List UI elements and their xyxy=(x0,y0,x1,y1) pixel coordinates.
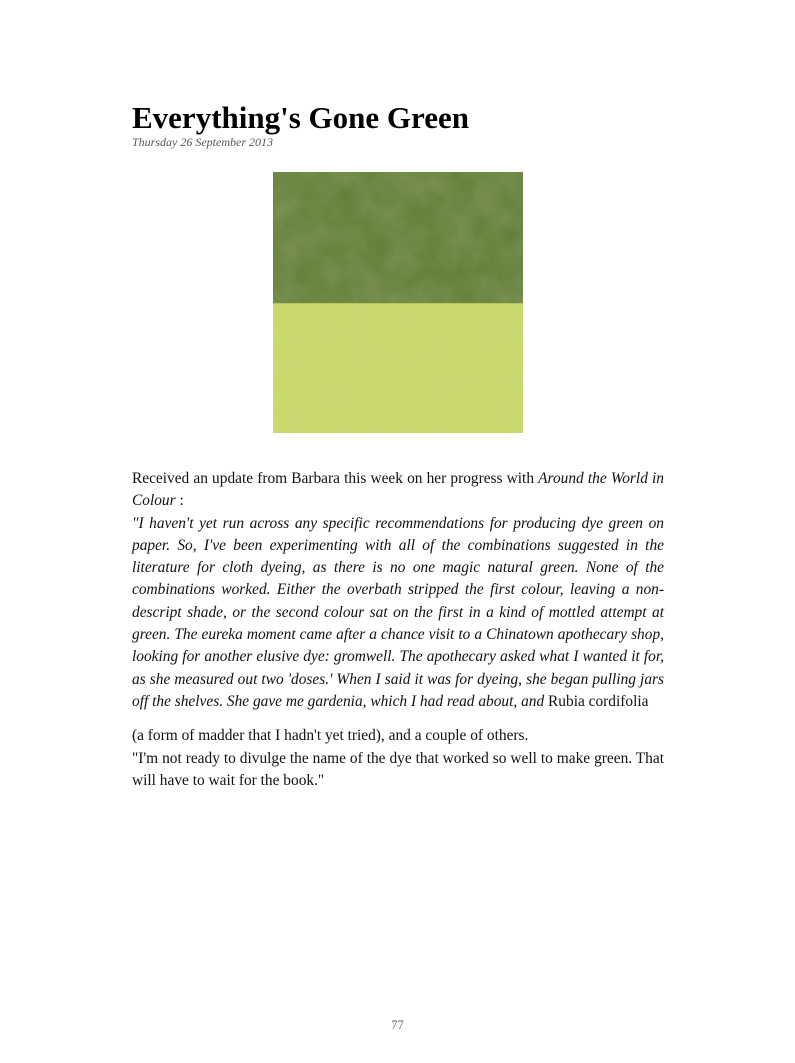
intro-end: : xyxy=(175,492,184,510)
book-title: Around the World in Colour xyxy=(132,470,664,510)
madder-line: (a form of madder that I hadn't yet tried), and a couple of others. xyxy=(132,727,529,745)
page-title: Everything's Gone Green xyxy=(132,100,469,135)
article-paragraph xyxy=(132,468,664,713)
plant-name: Rubia cordifolia xyxy=(548,692,649,710)
intro-text: Received an update from Barbara this week on her progress with xyxy=(132,470,539,487)
barbara-quote xyxy=(132,515,664,710)
post-date: Thursday 26 September 2013 xyxy=(132,135,273,149)
article-body xyxy=(132,468,664,792)
page-number: 77 xyxy=(391,1018,404,1032)
quote-text: "I haven't yet run across any specific recommendations for producing dye green on paper. So, I've been experimenting with all of the combinations suggested in the literature for cloth dyeing, as there is no one magic natural green. None of the combinations worked. Either the overbath stripped the first colour, leaving a non-descript shade, or the second colour sat on the first in a kind of mottled attempt at green. The eureka moment came after a chance visit to a Chinatown apothecary shop, looking for another elusive dye: gromwell. The apothecary asked what I wanted it for, as she measured out two 'doses.' When I said it was for dyeing, she began pulling jars off the shelves. She gave me gardenia, which I had read about, and xyxy=(132,514,664,710)
green-paper-swatch-image xyxy=(273,172,523,433)
closing-quote: "I'm not ready to divulge the name of the dye that worked so well to make green. That will have to wait for the book." xyxy=(132,749,664,789)
article-paragraph-continued xyxy=(132,725,664,792)
